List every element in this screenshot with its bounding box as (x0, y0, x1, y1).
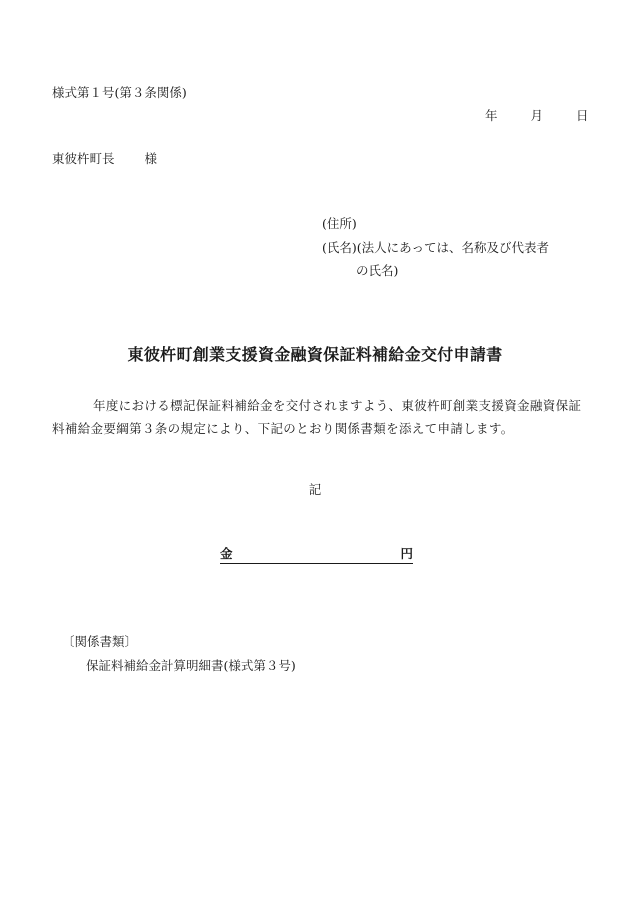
date-month-label: 月 (530, 108, 544, 123)
amount-line (220, 548, 413, 564)
ki-label: 記 (308, 482, 322, 497)
related-docs-item: 保証料補給金計算明細書(様式第３号) (86, 658, 296, 673)
related-docs-heading: 〔関係書類〕 (62, 634, 138, 649)
applicant-address-label: (住所) (322, 216, 357, 231)
application-body-text: 年度における標記保証料補給金を交付されますよう、東彼杵町創業支援資金融資保証料補給金要綱第３条の規定により、下記のとおり関係書類を添えて申請します。 (52, 398, 582, 436)
form-number: 様式第１号(第３条関係) (52, 85, 187, 100)
applicant-name-label: (氏名)(法人にあっては、名称及び代表者 (322, 240, 550, 255)
date-line (485, 110, 589, 123)
document-title: 東彼杵町創業支援資金融資保証料補給金交付申請書 (127, 345, 503, 364)
applicant-name-label-continued: の氏名) (356, 263, 399, 278)
addressee-honorific: 様 (144, 151, 158, 166)
amount-unit: 円 (400, 546, 413, 561)
addressee (52, 153, 157, 166)
amount-label: 金 (220, 546, 233, 561)
addressee-name: 東彼杵町長 (52, 151, 115, 166)
date-year-label: 年 (485, 108, 498, 123)
date-day-label: 日 (576, 108, 589, 123)
